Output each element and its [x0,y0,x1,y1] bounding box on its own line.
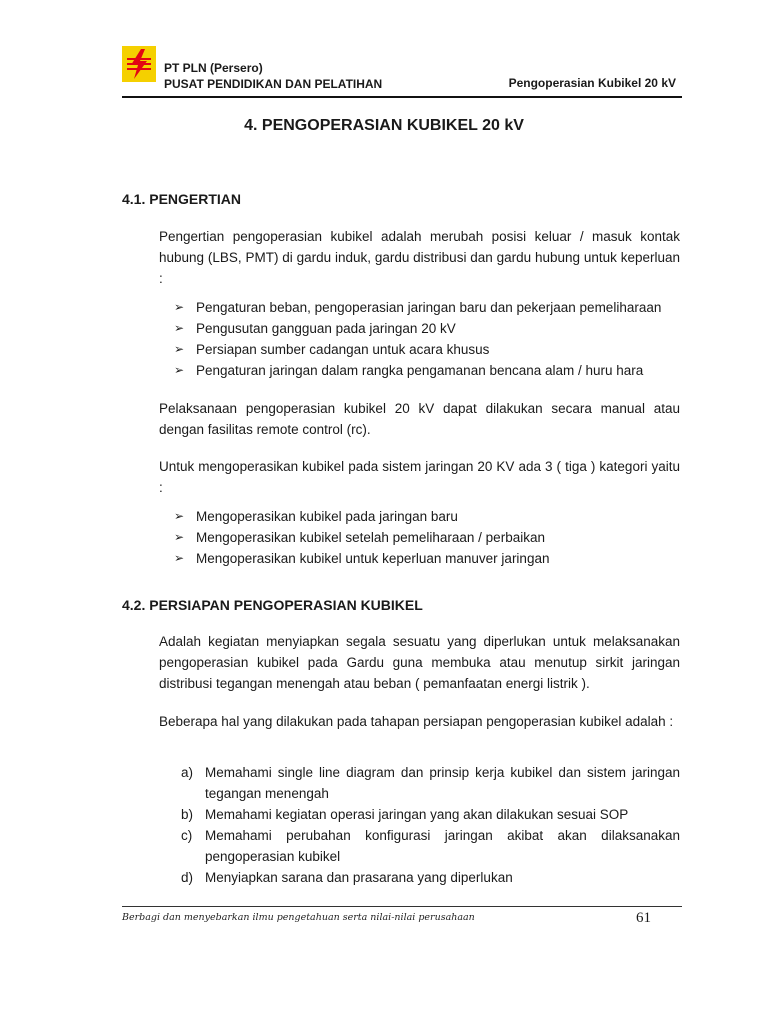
list-marker: c) [181,828,193,843]
list-item-text: Memahami single line diagram dan prinsip kerja kubikel dan sistem jaringan tegangan menengah [205,765,680,801]
arrow-bullet-icon: ➢ [174,363,185,377]
arrow-bullet-icon: ➢ [174,509,185,523]
paragraph-implementation: Pelaksanaan pengoperasian kubikel 20 kV dapat dilakukan secara manual atau dengan fasilitas remote control (rc). [159,401,680,437]
list-item [174,506,680,527]
header-divider [122,96,682,98]
list-item-text: Mengoperasikan kubikel setelah pemeliharaan / perbaikan [196,530,545,545]
arrow-bullet-icon: ➢ [174,321,185,335]
footer-divider [122,906,682,907]
paragraph-preparation-definition: Adalah kegiatan menyiapkan segala sesuatu yang diperlukan untuk melaksanakan pengoperasian kubikel pada Gardu guna membuka atau menutup sirkit jaringan distribusi tegangan menengah atau beban ( pemanfaatan energi listrik ). [159,634,680,691]
arrow-bullet-icon: ➢ [174,342,185,356]
org-line-1: PT PLN (Persero) [164,61,263,75]
list-item [181,825,680,867]
lettered-list-preparation [181,762,680,888]
list-item-text: Mengoperasikan kubikel untuk keperluan manuver jaringan [196,551,550,566]
list-item [174,339,680,360]
list-item-text: Pengaturan beban, pengoperasian jaringan baru dan pekerjaan pemeliharaan [196,300,662,315]
list-item-text: Memahami perubahan konfigurasi jaringan akibat akan dilaksanakan pengoperasian kubikel [205,828,680,864]
list-item-text: Pengusutan gangguan pada jaringan 20 kV [196,321,456,336]
document-title: Pengoperasian Kubikel 20 kV [508,76,676,90]
list-item-text: Menyiapkan sarana dan prasarana yang diperlukan [205,870,513,885]
list-item [181,762,680,804]
arrow-bullet-icon: ➢ [174,300,185,314]
arrow-bullet-icon: ➢ [174,530,185,544]
chapter-title: 4. PENGOPERASIAN KUBIKEL 20 kV [244,117,524,134]
paragraph-preparation-intro: Beberapa hal yang dilakukan pada tahapan persiapan pengoperasian kubikel adalah : [159,714,674,729]
organization-name [164,60,382,92]
paragraph-definition: Pengertian pengoperasian kubikel adalah merubah posisi keluar / masuk kontak hubung (LBS, PMT) di gardu induk, gardu distribusi dan gardu hubung untuk keperluan : [159,229,680,286]
list-item [181,804,680,825]
org-line-2: PUSAT PENDIDIKAN DAN PELATIHAN [164,77,383,91]
list-item-text: Memahami kegiatan operasi jaringan yang akan dilakukan sesuai SOP [205,807,629,822]
list-marker: d) [181,870,194,885]
pln-lightning-logo-icon [122,46,156,82]
footer-motto: Berbagi dan menyebarkan ilmu pengetahuan serta nilai-nilai perusahaan [122,912,475,923]
page-number: 61 [636,910,651,926]
list-marker: a) [181,765,194,780]
list-item [174,360,680,381]
list-marker: b) [181,807,194,822]
section-heading-persiapan: 4.2. PERSIAPAN PENGOPERASIAN KUBIKEL [122,597,423,613]
list-item-text: Pengaturan jaringan dalam rangka pengamanan bencana alam / huru hara [196,363,644,378]
list-item [174,548,680,569]
list-item [174,318,680,339]
bullet-list-categories [174,506,680,569]
page-header [122,44,682,98]
bullet-list-purposes [174,297,680,381]
list-item [174,297,680,318]
section-heading-pengertian: 4.1. PENGERTIAN [122,191,242,207]
arrow-bullet-icon: ➢ [174,551,185,565]
list-item-text: Persiapan sumber cadangan untuk acara khusus [196,342,490,357]
list-item [174,527,680,548]
list-item-text: Mengoperasikan kubikel pada jaringan baru [196,509,458,524]
list-item [181,867,680,888]
paragraph-categories: Untuk mengoperasikan kubikel pada sistem jaringan 20 KV ada 3 ( tiga ) kategori yaitu : [159,459,680,495]
